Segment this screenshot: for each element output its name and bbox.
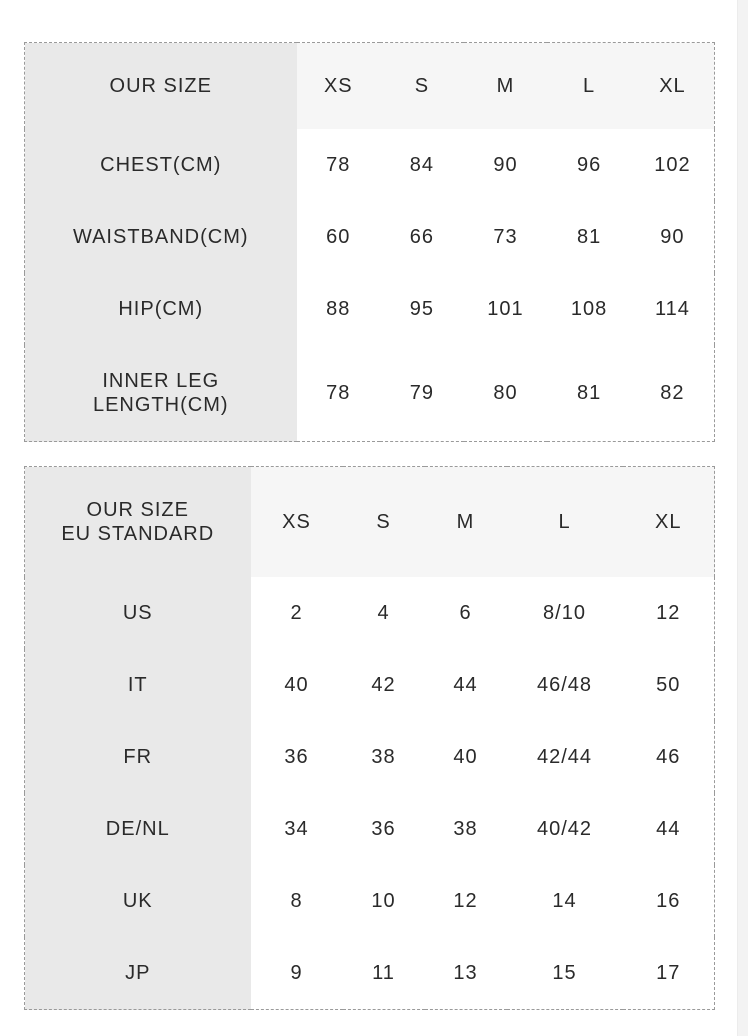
table-row-waistband: [25, 201, 715, 273]
table-cell: 102: [654, 154, 691, 176]
table-cell: 79: [409, 382, 435, 404]
table-row-us: [25, 577, 715, 649]
table-cell: 78: [326, 154, 351, 176]
table-cell: 10: [371, 890, 396, 912]
size-header-s: S: [343, 467, 425, 578]
size-header-xs: XS: [251, 467, 343, 578]
size-header-m: M: [464, 43, 548, 130]
table-cell: 15: [552, 962, 577, 984]
row-label-line: LENGTH(CM): [92, 394, 229, 416]
table-cell: 114: [654, 298, 690, 320]
table-cell: 46: [656, 746, 681, 768]
vertical-scrollbar[interactable]: [737, 0, 748, 1036]
size-header-l: L: [547, 43, 631, 130]
table-cell: 73: [493, 226, 518, 248]
table-cell: 8: [290, 890, 303, 912]
table-cell: 40: [284, 674, 309, 696]
table-cell: 12: [656, 602, 681, 624]
table-cell: 90: [660, 226, 685, 248]
table-header-row: [25, 467, 715, 578]
table-cell: 38: [371, 746, 396, 768]
size-header-l: L: [507, 467, 623, 578]
table-cell: 82: [660, 382, 685, 404]
table-cell: 36: [284, 746, 309, 768]
table-cell: 16: [656, 890, 681, 912]
table-row-inner-leg: [25, 345, 715, 442]
size-header-s: S: [380, 43, 464, 130]
table-row-uk: [25, 865, 715, 937]
table-cell: 8/10: [543, 602, 586, 624]
row-label-fr: FR: [25, 721, 251, 793]
table-cell: 101: [487, 298, 524, 320]
table-cell: 17: [656, 962, 681, 984]
table-cell: 11: [372, 962, 395, 984]
table-cell: 34: [284, 818, 309, 840]
table-cell: 60: [326, 226, 351, 248]
table-cell: 42/44: [536, 746, 593, 768]
table-row-it: [25, 649, 715, 721]
row-label-line: INNER LEG: [102, 370, 220, 392]
table-row-fr: [25, 721, 715, 793]
header-label-line: EU STANDARD: [61, 523, 215, 545]
table-row-chest: [25, 129, 715, 201]
row-label-chest: CHEST(CM): [25, 129, 297, 201]
table-cell: 90: [493, 154, 518, 176]
table-cell: 4: [377, 602, 390, 624]
table-cell: 46/48: [536, 674, 593, 696]
table-cell: 44: [453, 674, 478, 696]
table-cell: 66: [409, 226, 435, 248]
table-cell: 40/42: [536, 818, 593, 840]
size-header-xl: XL: [631, 43, 715, 130]
table-cell: 13: [453, 962, 478, 984]
table-cell: 96: [576, 154, 602, 176]
table-cell: 44: [656, 818, 681, 840]
row-label-hip: HIP(CM): [25, 273, 297, 345]
table-cell: 38: [453, 818, 478, 840]
table-row-jp: [25, 937, 715, 1010]
table-cell: 95: [409, 298, 435, 320]
table-cell: 9: [290, 962, 303, 984]
table-cell: 6: [459, 602, 472, 624]
row-label-jp: JP: [25, 937, 251, 1010]
table-cell: 81: [576, 226, 602, 248]
table-cell: 81: [576, 382, 602, 404]
table-header-row: [25, 43, 715, 130]
table-row-hip: [25, 273, 715, 345]
table-cell: 40: [453, 746, 478, 768]
table-row-de-nl: [25, 793, 715, 865]
table-cell: 12: [453, 890, 478, 912]
header-label-cell: OUR SIZE: [25, 43, 297, 130]
row-label-it: IT: [25, 649, 251, 721]
row-label-us: US: [25, 577, 251, 649]
row-label-waistband: WAISTBAND(CM): [25, 201, 297, 273]
table-cell: 2: [290, 602, 303, 624]
row-label-inner-leg: [25, 345, 297, 442]
header-label-cell: [25, 467, 251, 578]
row-label-de-nl: DE/NL: [25, 793, 251, 865]
table-cell: 36: [371, 818, 396, 840]
measurements-size-table: [24, 42, 715, 442]
table-cell: 42: [371, 674, 396, 696]
table-cell: 108: [570, 298, 608, 320]
table-cell: 14: [552, 890, 577, 912]
table-cell: 80: [493, 382, 518, 404]
size-header-xl: XL: [623, 467, 715, 578]
header-label-line: OUR SIZE: [86, 499, 189, 521]
table-cell: 84: [409, 154, 435, 176]
table-cell: 78: [326, 382, 351, 404]
table-cell: 88: [326, 298, 351, 320]
row-label-uk: UK: [25, 865, 251, 937]
size-header-xs: XS: [297, 43, 381, 130]
conversion-size-table: [24, 466, 715, 1010]
size-header-m: M: [425, 467, 507, 578]
table-cell: 50: [656, 674, 681, 696]
